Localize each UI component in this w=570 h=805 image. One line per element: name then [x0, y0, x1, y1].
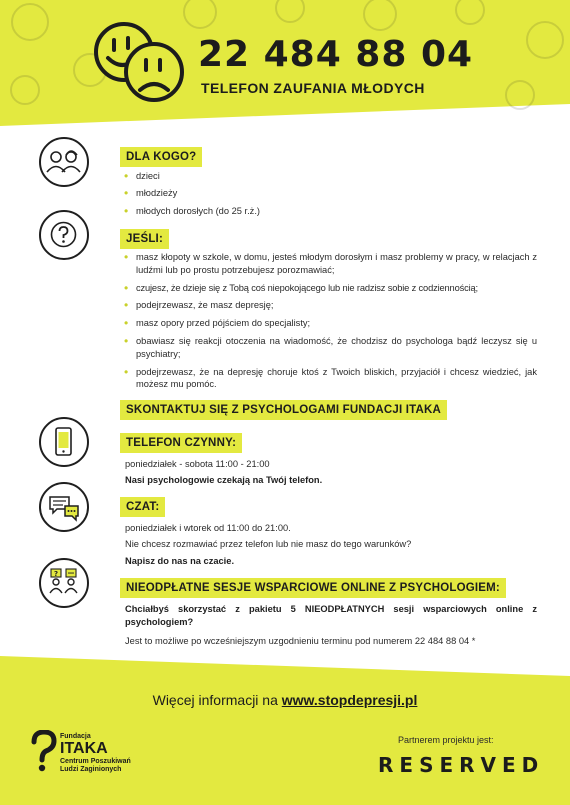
sessions-question: Chciałbyś skorzystać z pakietu 5 NIEODPŁATNYCH sesji wsparciowych online z psychologiem?: [125, 604, 537, 627]
more-info: [0, 692, 570, 708]
list-item: • masz kłopoty w szkole, w domu, jesteś młodym dorosłym i masz problemy w pracy, w relacjach z ludźmi lub po prostu potrzebujesz porozmawiać;: [120, 251, 537, 277]
sessions-info: Jest to możliwe po wcześniejszym uzgodnieniu terminu pod numerem 22 484 88 04 *: [125, 636, 476, 646]
hotline-number[interactable]: 22 484 88 04: [198, 34, 474, 75]
phone-line-note: Nasi psychologowie czekają na Twój telefon.: [125, 475, 323, 485]
list-item: • obawiasz się reakcji otoczenia na wiadomość, że chodzisz do psychologa bądź leczysz się u psychiatry;: [120, 335, 537, 361]
list-item: • podejrzewasz, że masz depresję;: [120, 299, 537, 312]
sessions-label: NIEODPŁATNE SESJE WSPARCIOWE ONLINE Z PSYCHOLOGIEM:: [120, 578, 506, 598]
hotline-subtitle: TELEFON ZAUFANIA MŁODYCH: [201, 80, 425, 96]
faces-logo: [92, 20, 188, 104]
contact-label: SKONTAKTUJ SIĘ Z PSYCHOLOGAMI FUNDACJI ITAKA: [120, 400, 447, 420]
list-item: • młodzieży: [120, 185, 450, 202]
list-item: • dzieci: [120, 168, 450, 185]
chat-label: CZAT:: [120, 497, 165, 517]
question-mark-logo-icon: [30, 730, 58, 774]
chat-line1: Nie chcesz rozmawiać przez telefon lub nie masz do tego warunków?: [125, 539, 412, 549]
sad-face-icon: [126, 44, 182, 100]
svg-text:?: ?: [53, 570, 59, 578]
website-link[interactable]: www.stopdepresji.pl: [281, 692, 418, 708]
phone-line-label: TELEFON CZYNNY:: [120, 433, 242, 453]
session-icon: [39, 558, 89, 608]
list-item: • czujesz, że dzieje się z Tobą coś niepokojącego lub nie radzisz sobie z codziennością;: [120, 282, 537, 295]
people-icon: [39, 137, 89, 187]
logo-line1: Fundacja: [60, 733, 91, 740]
chat-icon: [39, 482, 89, 532]
phone-line-hours: poniedziałek - sobota 11:00 - 21:00: [125, 459, 270, 469]
logo-line2: ITAKA: [60, 740, 108, 757]
logo-line3b: Ludzi Zaginionych: [60, 766, 122, 773]
partner-label: Partnerem projektu jest:: [398, 735, 494, 745]
for-whom-list: [120, 168, 450, 220]
if-label: JEŚLI:: [120, 229, 169, 249]
list-item: • młodych dorosłych (do 25 r.ż.): [120, 203, 450, 220]
partner-name: RESERVED: [378, 753, 545, 777]
logo-line3: [60, 758, 131, 774]
list-item: • masz opory przed pójściem do specjalisty;: [120, 317, 537, 330]
for-whom-label: DLA KOGO?: [120, 147, 202, 167]
question-icon: [39, 210, 89, 260]
phone-icon: [39, 417, 89, 467]
if-list: [120, 251, 537, 396]
chat-line2: Napisz do nas na czacie.: [125, 556, 235, 566]
itaka-logo: [30, 730, 131, 779]
chat-hours: poniedziałek i wtorek od 11:00 do 21:00.: [125, 523, 291, 533]
more-info-text: Więcej informacji na: [152, 692, 282, 708]
logo-line3a: Centrum Poszukiwań: [60, 758, 131, 765]
list-item: • podejrzewasz, że na depresję choruje ktoś z Twoich bliskich, przyjaciół i chcesz wiedzieć, jak możesz mu pomóc.: [120, 366, 537, 392]
